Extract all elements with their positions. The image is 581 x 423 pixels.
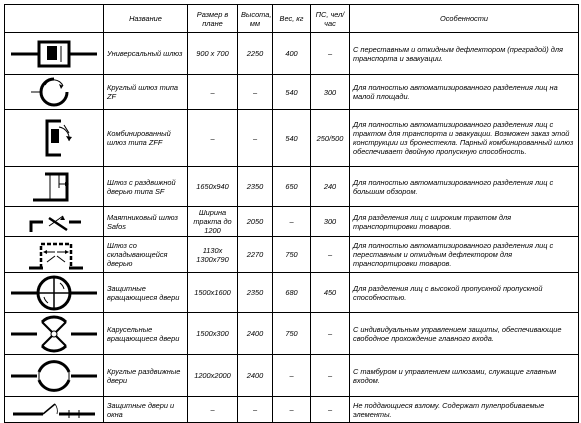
revolving-door-icon	[5, 273, 104, 313]
row-height: –	[238, 110, 273, 167]
row-feature: С тамбуром и управлением шлюзами, служащие главным входом.	[350, 355, 579, 397]
header-height: Высота, мм	[238, 5, 273, 33]
table-row	[5, 355, 579, 397]
row-name: Комбинированный шлюз типа ZFF	[104, 110, 188, 167]
table-header-row	[5, 5, 579, 33]
row-name: Маятниковый шлюз Safos	[104, 207, 188, 237]
row-height: –	[238, 75, 273, 110]
row-feature: С переставным и откидным дефлектором (преградой) для транспорта и эвакуации.	[350, 33, 579, 75]
row-height: 2250	[238, 33, 273, 75]
row-height: 2270	[238, 237, 273, 273]
row-height: 2350	[238, 167, 273, 207]
table-row	[5, 207, 579, 237]
row-size: 1650x940	[188, 167, 238, 207]
header-name: Название	[104, 5, 188, 33]
row-size: –	[188, 397, 238, 423]
row-ps: –	[311, 355, 350, 397]
row-feature: Для полностью автоматизированного разделения лиц с трактом для транспорта и эвакуации. Возможен заказ этой конструкции из бронестекла. Парный комбинированный шлюз обеспечивает двойную пропускную способность.	[350, 110, 579, 167]
row-weight: –	[273, 207, 311, 237]
row-feature: Для полностью автоматизированного разделения лиц на малой площади.	[350, 75, 579, 110]
row-feature: Для разделения лиц с широким трактом для транспортировки товаров.	[350, 207, 579, 237]
folding-door-gateway-icon	[5, 237, 104, 273]
row-weight: 750	[273, 313, 311, 355]
universal-gateway-icon	[5, 33, 104, 75]
row-weight: –	[273, 397, 311, 423]
row-size: –	[188, 110, 238, 167]
header-feature: Особенности	[350, 5, 579, 33]
row-weight: 540	[273, 75, 311, 110]
row-weight: 680	[273, 273, 311, 313]
row-size: –	[188, 75, 238, 110]
row-name: Универсальный шлюз	[104, 33, 188, 75]
row-weight: 400	[273, 33, 311, 75]
pendulum-gateway-icon	[5, 207, 104, 237]
round-gateway-icon	[5, 75, 104, 110]
row-ps: 300	[311, 75, 350, 110]
row-feature: С индивидуальным управлением защиты, обеспечивающие свободное прохождение главного входа.	[350, 313, 579, 355]
row-ps: –	[311, 397, 350, 423]
row-weight: 540	[273, 110, 311, 167]
row-ps: –	[311, 237, 350, 273]
row-feature: Для разделения лиц с высокой пропускной пропускной способностью.	[350, 273, 579, 313]
row-size: 900 x 700	[188, 33, 238, 75]
row-size: 1500x300	[188, 313, 238, 355]
row-weight: –	[273, 355, 311, 397]
row-ps: 250/500	[311, 110, 350, 167]
table-row	[5, 273, 579, 313]
row-ps: –	[311, 33, 350, 75]
row-height: 2050	[238, 207, 273, 237]
table-row	[5, 237, 579, 273]
row-name: Защитные двери и окна	[104, 397, 188, 423]
table-row	[5, 167, 579, 207]
table-row	[5, 313, 579, 355]
row-height: 2350	[238, 273, 273, 313]
row-weight: 650	[273, 167, 311, 207]
row-name: Круглый шлюз типа ZF	[104, 75, 188, 110]
row-name: Круглые раздвижные двери	[104, 355, 188, 397]
row-ps: 240	[311, 167, 350, 207]
row-feature: Для полностью автоматизированного разделения лиц с переставным и откидным дефлектором для транспортировки товаров.	[350, 237, 579, 273]
row-ps: 300	[311, 207, 350, 237]
sliding-door-gateway-icon	[5, 167, 104, 207]
row-ps: –	[311, 313, 350, 355]
table-row	[5, 110, 579, 167]
row-ps: 450	[311, 273, 350, 313]
row-size: Ширина тракта до 1200	[188, 207, 238, 237]
round-sliding-door-icon	[5, 355, 104, 397]
row-size: 1200x2000	[188, 355, 238, 397]
table-row	[5, 75, 579, 110]
row-height: –	[238, 397, 273, 423]
row-height: 2400	[238, 313, 273, 355]
gateway-table	[4, 4, 579, 423]
header-icon-cell	[5, 5, 104, 33]
header-size: Размер в плане	[188, 5, 238, 33]
row-height: 2400	[238, 355, 273, 397]
table-row	[5, 33, 579, 75]
row-weight: 750	[273, 237, 311, 273]
row-name: Защитные вращающиеся двери	[104, 273, 188, 313]
row-name: Шлюз с раздвижной дверью типа SF	[104, 167, 188, 207]
row-name: Карусельные вращающиеся двери	[104, 313, 188, 355]
row-feature: Для полностью автоматизированного разделения лиц с большим обзором.	[350, 167, 579, 207]
carousel-door-icon	[5, 313, 104, 355]
header-ps: ПС, чел/час	[311, 5, 350, 33]
row-name: Шлюз со складывающейся дверью	[104, 237, 188, 273]
combined-gateway-icon	[5, 110, 104, 167]
header-weight: Вес, кг	[273, 5, 311, 33]
row-size: 1130x 1300x790	[188, 237, 238, 273]
row-size: 1500x1600	[188, 273, 238, 313]
row-feature: Не поддающиеся взлому. Содержат пулепробиваемые элементы.	[350, 397, 579, 423]
